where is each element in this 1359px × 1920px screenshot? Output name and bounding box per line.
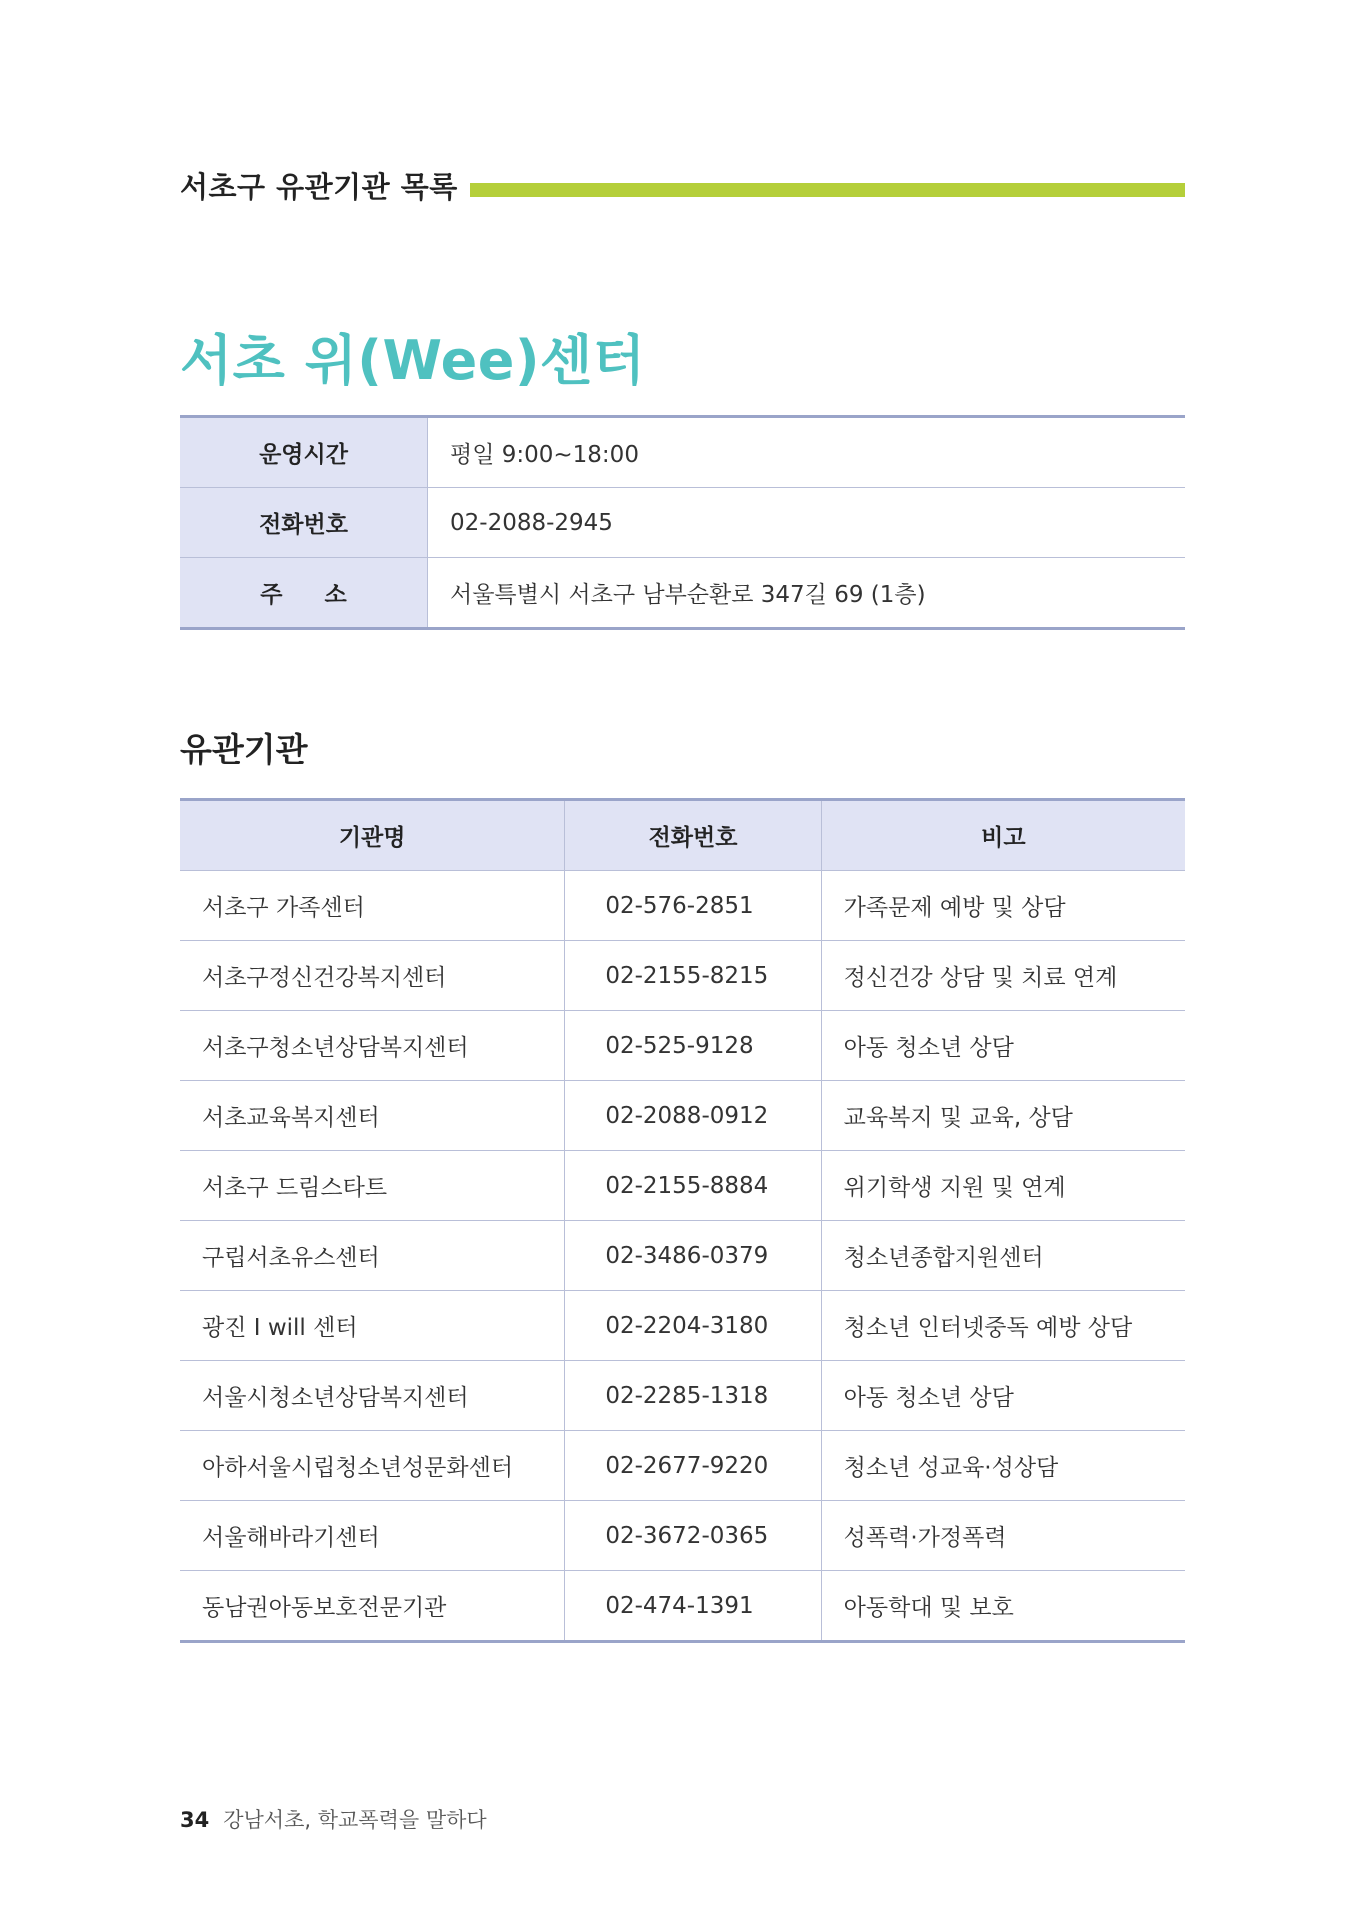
org-note-cell: 교육복지 및 교육, 상담 [821, 1081, 1185, 1151]
org-note-cell: 위기학생 지원 및 연계 [821, 1151, 1185, 1221]
table-row [180, 1291, 1185, 1361]
table-body [180, 871, 1185, 1642]
table-row [180, 1571, 1185, 1642]
info-row-address [180, 558, 1185, 629]
info-label-address [180, 558, 428, 629]
org-phone-cell: 02-474-1391 [565, 1571, 821, 1642]
table-row [180, 1431, 1185, 1501]
info-label-part: 소 [324, 582, 347, 608]
table-row [180, 1151, 1185, 1221]
page-number: 34 [180, 1808, 210, 1832]
org-name-cell: 구립서초유스센터 [180, 1221, 565, 1291]
org-name-cell: 서울시청소년상담복지센터 [180, 1361, 565, 1431]
table-row [180, 1361, 1185, 1431]
org-phone-cell: 02-576-2851 [565, 871, 821, 941]
org-phone-cell: 02-3486-0379 [565, 1221, 821, 1291]
org-note-cell: 청소년 성교육·성상담 [821, 1431, 1185, 1501]
info-row-phone [180, 488, 1185, 558]
org-name-cell: 서초구청소년상담복지센터 [180, 1011, 565, 1081]
org-name-cell: 서초구정신건강복지센터 [180, 941, 565, 1011]
org-phone-cell: 02-2677-9220 [565, 1431, 821, 1501]
table-header-row [180, 800, 1185, 871]
org-phone-cell: 02-2285-1318 [565, 1361, 821, 1431]
book-title: 강남서초, 학교폭력을 말하다 [223, 1808, 487, 1832]
center-title: 서초 위(Wee)센터 [180, 329, 646, 392]
info-value: 02-2088-2945 [428, 488, 1186, 558]
org-note-cell: 청소년종합지원센터 [821, 1221, 1185, 1291]
table-row [180, 871, 1185, 941]
info-value: 평일 9:00~18:00 [428, 417, 1186, 488]
section-header [180, 165, 1185, 205]
org-note-cell: 아동학대 및 보호 [843, 1595, 1014, 1621]
org-note-cell: 아동 청소년 상담 [821, 1011, 1185, 1081]
org-note-cell: 청소년 인터넷중독 예방 상담 [821, 1291, 1185, 1361]
table-row [180, 1011, 1185, 1081]
table-row [180, 1221, 1185, 1291]
org-name-cell: 서초교육복지센터 [180, 1081, 565, 1151]
org-note-cell: 아동 청소년 상담 [821, 1361, 1185, 1431]
section-accent-bar [470, 183, 1185, 197]
table-row [180, 941, 1185, 1011]
org-phone-cell: 02-2155-8215 [565, 941, 821, 1011]
org-name-cell: 광진 I will 센터 [180, 1291, 565, 1361]
info-label: 운영시간 [180, 417, 428, 488]
org-phone-cell: 02-2204-3180 [565, 1291, 821, 1361]
table-row [180, 1501, 1185, 1571]
info-value: 서울특별시 서초구 남부순환로 347길 69 (1층) [450, 582, 926, 608]
column-header-name: 기관명 [180, 800, 565, 871]
related-heading: 유관기관 [180, 730, 308, 769]
org-name-cell: 서초구 가족센터 [180, 871, 565, 941]
org-note-cell: 정신건강 상담 및 치료 연계 [821, 941, 1185, 1011]
org-phone-cell: 02-3672-0365 [565, 1501, 821, 1571]
org-name-cell: 아하서울시립청소년성문화센터 [180, 1431, 565, 1501]
org-name-cell: 동남권아동보호전문기관 [180, 1571, 565, 1642]
info-row-hours [180, 417, 1185, 488]
org-phone-cell: 02-2088-0912 [565, 1081, 821, 1151]
info-label: 전화번호 [180, 488, 428, 558]
center-info-table [180, 415, 1185, 630]
related-org-table [180, 798, 1185, 1643]
org-name-cell: 서초구 드림스타트 [180, 1151, 565, 1221]
column-header-phone: 전화번호 [565, 800, 821, 871]
section-title: 서초구 유관기관 목록 [180, 169, 458, 204]
info-label-part: 주 [260, 582, 283, 608]
org-name-cell: 서울해바라기센터 [180, 1501, 565, 1571]
org-note-cell: 가족문제 예방 및 상담 [821, 871, 1185, 941]
table-row [180, 1081, 1185, 1151]
column-header-note: 비고 [821, 800, 1185, 871]
org-phone-cell: 02-2155-8884 [565, 1151, 821, 1221]
page-footer [180, 1804, 487, 1834]
org-note-cell: 성폭력·가정폭력 [821, 1501, 1185, 1571]
org-phone-cell: 02-525-9128 [565, 1011, 821, 1081]
